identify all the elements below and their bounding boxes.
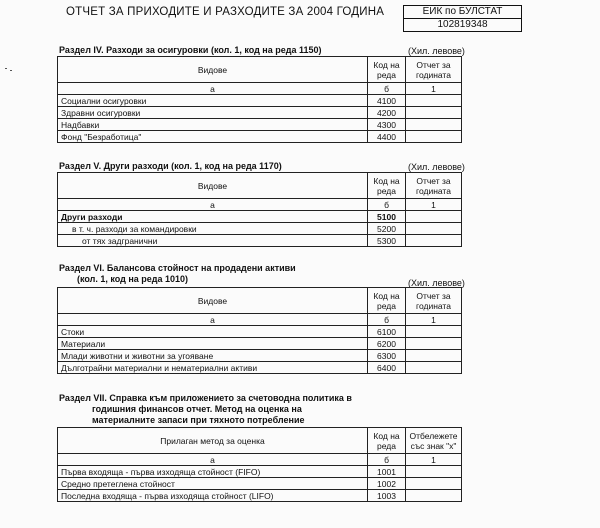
col-letter: б	[368, 454, 406, 466]
eik-box	[403, 5, 522, 32]
eik-value: 102819348	[437, 19, 488, 30]
row-label: Дълготрайни материални и нематериални активи	[58, 362, 368, 374]
col-letter: б	[368, 199, 406, 211]
value-cell[interactable]	[406, 338, 462, 350]
row-label: Фонд "Безработица"	[58, 131, 368, 143]
section-6-heading-line2: (кол. 1, код на реда 1010)	[77, 274, 189, 284]
section-6-table	[57, 287, 462, 374]
report-title: ОТЧЕТ ЗА ПРИХОДИТЕ И РАЗХОДИТЕ ЗА 2004 ГОДИНА	[66, 6, 385, 18]
col-kind-header: Видове	[58, 288, 368, 314]
row-code: 5100	[368, 211, 406, 223]
row-label: от тях задгранични	[58, 235, 368, 247]
value-cell[interactable]	[406, 119, 462, 131]
row-code: 1001	[368, 466, 406, 478]
col-letter: а	[58, 314, 368, 326]
row-label: Средно претеглена стойност	[58, 478, 368, 490]
col-code-header: Код на реда	[368, 288, 406, 314]
col-method-header: Прилаган метод за оценка	[58, 428, 368, 454]
value-cell[interactable]	[406, 211, 462, 223]
row-code: 4200	[368, 107, 406, 119]
row-code: 5200	[368, 223, 406, 235]
mark-cell[interactable]	[406, 478, 462, 490]
col-mark-header: Отбележете със знак "х"	[406, 428, 462, 454]
section-6-heading	[59, 263, 296, 285]
col-number: 1	[406, 83, 462, 95]
row-code: 6400	[368, 362, 406, 374]
section-6-heading-line1: Раздел VI. Балансова стойност на продадени активи	[59, 263, 296, 273]
col-number: 1	[406, 314, 462, 326]
row-label: Млади животни и животни за угояване	[58, 350, 368, 362]
value-cell[interactable]	[406, 131, 462, 143]
col-letter: а	[58, 199, 368, 211]
section-7-heading	[59, 393, 352, 426]
mark-cell[interactable]	[406, 466, 462, 478]
col-letter: б	[368, 83, 406, 95]
col-letter: а	[58, 454, 368, 466]
row-code: 6100	[368, 326, 406, 338]
row-label: Социални осигуровки	[58, 95, 368, 107]
section-5-unit: (Хил. левове)	[408, 162, 465, 172]
value-cell[interactable]	[406, 107, 462, 119]
row-code: 1003	[368, 490, 406, 502]
col-report-header: Отчет за годината	[406, 57, 462, 83]
col-code-header: Код на реда	[368, 428, 406, 454]
scan-mark	[10, 70, 12, 71]
value-cell[interactable]	[406, 326, 462, 338]
row-label: Последна входяща - първа изходяща стойност (LIFO)	[58, 490, 368, 502]
eik-label: ЕИК по БУЛСТАТ	[404, 6, 521, 19]
row-label: Здравни осигуровки	[58, 107, 368, 119]
row-code: 6200	[368, 338, 406, 350]
col-letter: а	[58, 83, 368, 95]
section-5-heading: Раздел V. Други разходи (кол. 1, код на реда 1170)	[59, 161, 282, 171]
section-7-heading-line1: Раздел VII. Справка към приложението за счетоводна политика в	[59, 393, 352, 403]
col-letter: б	[368, 314, 406, 326]
col-kind-header: Видове	[58, 173, 368, 199]
value-cell[interactable]	[406, 223, 462, 235]
section-5-table	[57, 172, 462, 247]
section-4-table	[57, 56, 462, 143]
row-code: 1002	[368, 478, 406, 490]
value-cell[interactable]	[406, 235, 462, 247]
row-code: 4100	[368, 95, 406, 107]
row-code: 4400	[368, 131, 406, 143]
value-cell[interactable]	[406, 350, 462, 362]
section-4-heading: Раздел IV. Разходи за осигуровки (кол. 1, код на реда 1150)	[59, 45, 322, 55]
section-7-heading-line3: материалните запаси при тяхното потребление	[92, 415, 305, 425]
row-label: Други разходи	[58, 211, 368, 223]
row-label: Надбавки	[58, 119, 368, 131]
row-label: Първа входяща - първа изходяща стойност (FIFO)	[58, 466, 368, 478]
section-7-heading-line2: годишния финансов отчет. Метод на оценка на	[92, 404, 302, 414]
col-code-header: Код на реда	[368, 173, 406, 199]
col-report-header: Отчет за годината	[406, 173, 462, 199]
value-cell[interactable]	[406, 362, 462, 374]
row-code: 6300	[368, 350, 406, 362]
row-label: Стоки	[58, 326, 368, 338]
row-label: Материали	[58, 338, 368, 350]
col-number: 1	[406, 199, 462, 211]
section-6-unit: (Хил. левове)	[408, 278, 465, 288]
value-cell[interactable]	[406, 95, 462, 107]
col-number: 1	[406, 454, 462, 466]
col-kind-header: Видове	[58, 57, 368, 83]
mark-cell[interactable]	[406, 490, 462, 502]
col-report-header: Отчет за годината	[406, 288, 462, 314]
row-code: 5300	[368, 235, 406, 247]
row-label: в т. ч. разходи за командировки	[58, 223, 368, 235]
row-code: 4300	[368, 119, 406, 131]
col-code-header: Код на реда	[368, 57, 406, 83]
scan-mark	[5, 68, 7, 69]
section-7-table	[57, 427, 462, 502]
section-4-unit: (Хил. левове)	[408, 46, 465, 56]
